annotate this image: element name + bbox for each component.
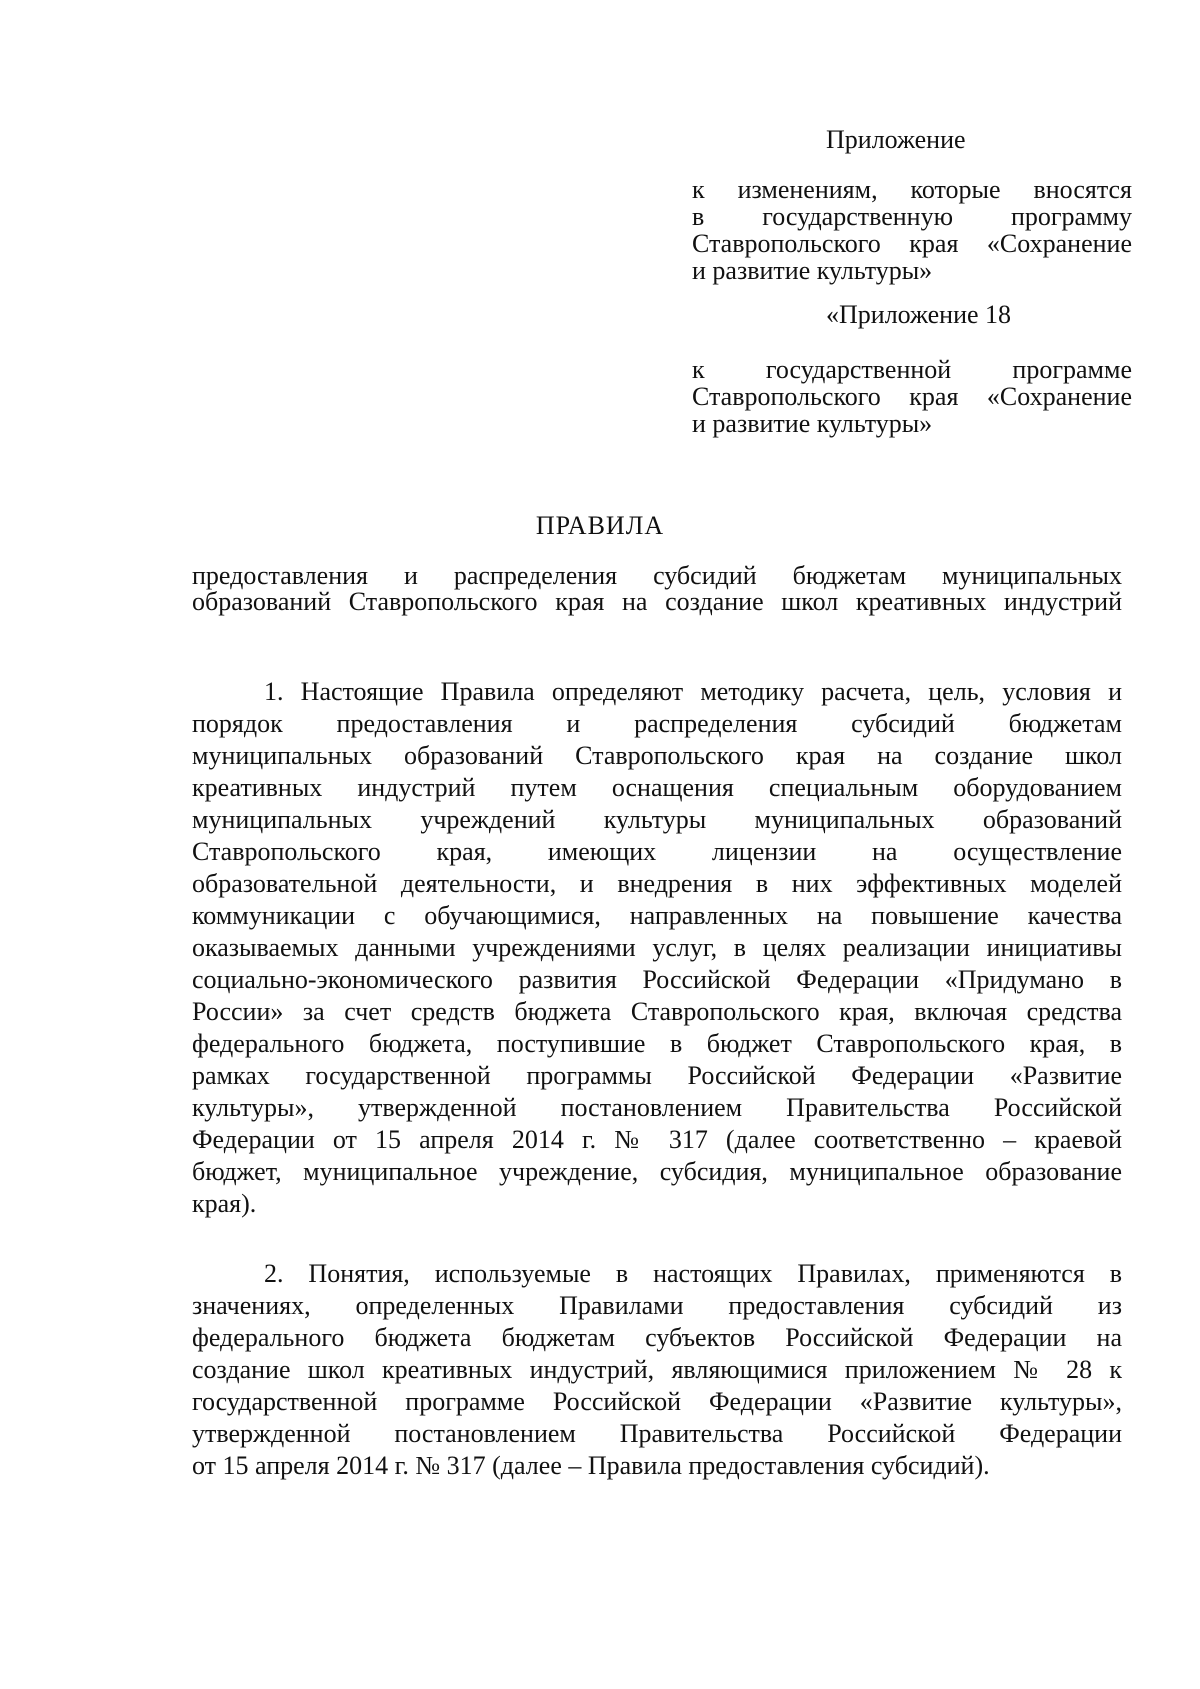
paragraph-line: оказываемых данными учреждениями услуг, в целях реализации инициативы [192,933,1122,962]
annex-line: и развитие культуры» [692,256,933,285]
paragraph-line: Ставропольского края, имеющих лицензии на осуществление [192,837,1122,866]
annex-line: к изменениям, которые вносятся [692,175,1132,204]
paragraph-line: государственной программе Российской Федерации «Развитие культуры», [192,1387,1122,1416]
subtitle-line: образований Ставропольского края на создание школ креативных индустрий [192,587,1122,616]
paragraph-line: создание школ креативных индустрий, являющимися приложением № 28 к [192,1355,1122,1384]
paragraph-1 [192,676,1122,1220]
document-title: ПРАВИЛА [535,511,665,540]
paragraph-line: федерального бюджета, поступившие в бюджет Ставропольского края, в [192,1029,1122,1058]
annex18-title: «Приложение 18 [826,300,1012,329]
paragraph-line: муниципальных учреждений культуры муниципальных образований [192,805,1122,834]
paragraph-line: федерального бюджета бюджетам субъектов Российской Федерации на [192,1323,1122,1352]
annex-title: Приложение [826,125,966,154]
paragraph-line: порядок предоставления и распределения субсидий бюджетам [192,709,1122,738]
paragraph-line: 2. Понятия, используемые в настоящих Правилах, применяются в [264,1259,1122,1288]
paragraph-line: образовательной деятельности, и внедрения в них эффективных моделей [192,869,1122,898]
paragraph-line: значениях, определенных Правилами предоставления субсидий из [192,1291,1122,1320]
paragraph-2 [192,1258,1122,1482]
annex18-line: к государственной программе [692,355,1132,384]
paragraph-line: бюджет, муниципальное учреждение, субсидия, муниципальное образование [192,1157,1122,1186]
paragraph-line: России» за счет средств бюджета Ставропольского края, включая средства [192,997,1122,1026]
annex18-reference [692,356,1132,437]
annex18-line: Ставропольского края «Сохранение [692,382,1132,411]
annex-reference [692,176,1132,284]
document-subtitle [192,563,1122,615]
paragraph-line: коммуникации с обучающимися, направленных на повышение качества [192,901,1122,930]
paragraph-line: рамках государственной программы Российской Федерации «Развитие [192,1061,1122,1090]
subtitle-line: предоставления и распределения субсидий бюджетам муниципальных [192,561,1122,590]
paragraph-line: Федерации от 15 апреля 2014 г. № 317 (далее соответственно – краевой [192,1125,1122,1154]
paragraph-line: утвержденной постановлением Правительства Российской Федерации [192,1419,1122,1448]
paragraph-line: края). [192,1189,257,1218]
paragraph-line: социально-экономического развития Российской Федерации «Придумано в [192,965,1122,994]
annex18-line: и развитие культуры» [692,409,933,438]
annex-line: в государственную программу [692,202,1132,231]
paragraph-line: муниципальных образований Ставропольского края на создание школ [192,741,1122,770]
paragraph-line: культуры», утвержденной постановлением Правительства Российской [192,1093,1122,1122]
paragraph-line: 1. Настоящие Правила определяют методику расчета, цель, условия и [264,677,1122,706]
annex-line: Ставропольского края «Сохранение [692,229,1132,258]
paragraph-line: креативных индустрий путем оснащения специальным оборудованием [192,773,1122,802]
paragraph-line: от 15 апреля 2014 г. № 317 (далее – Правила предоставления субсидий). [192,1451,990,1480]
